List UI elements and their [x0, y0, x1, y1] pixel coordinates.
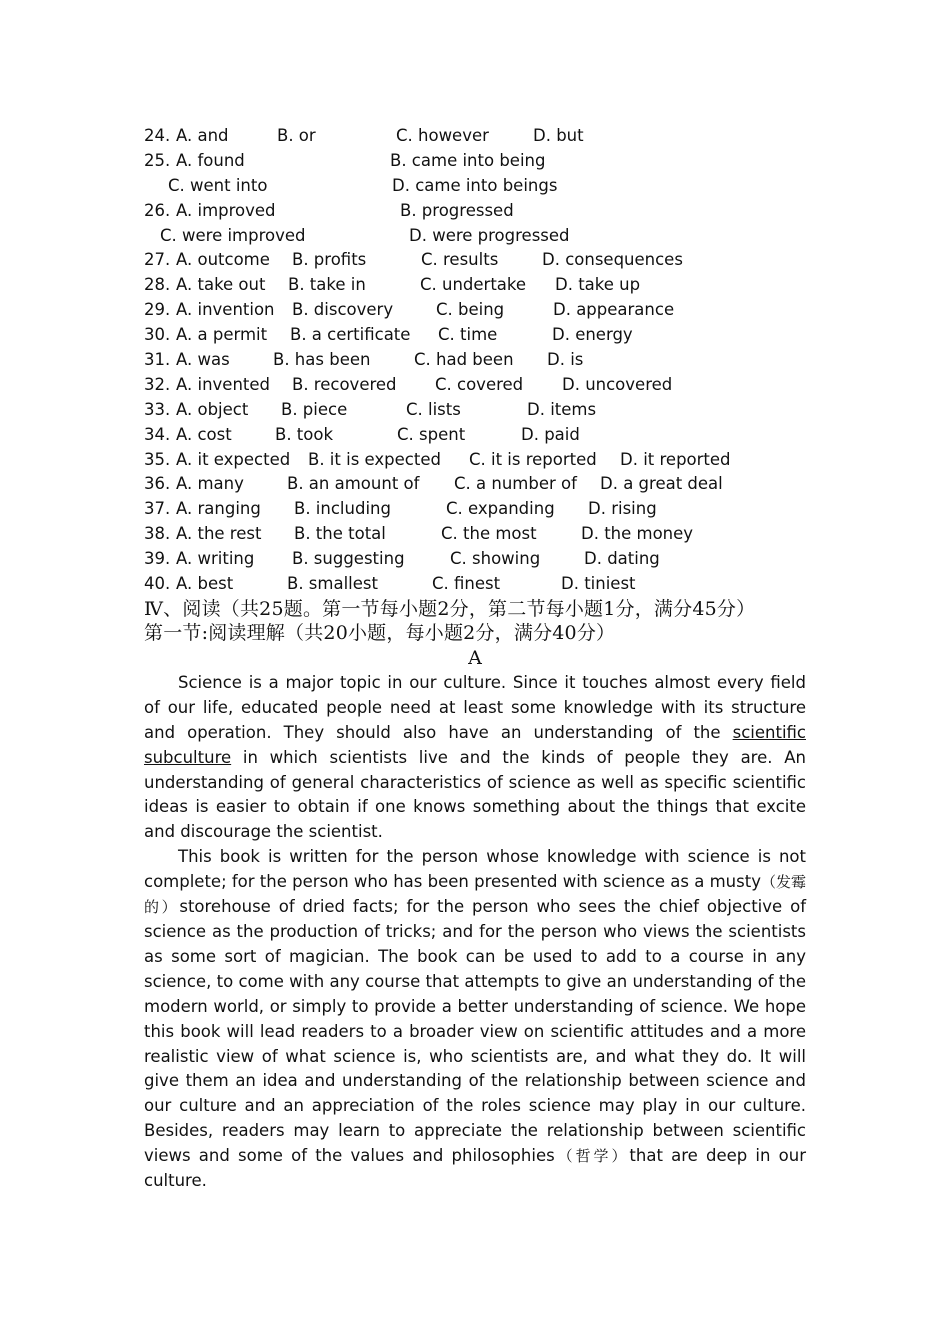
option-d: D. came into beings [392, 175, 558, 195]
option-b: B. the total [294, 524, 386, 544]
option-b: B. took [275, 424, 334, 444]
question-31 [144, 348, 806, 373]
option-d: D. take up [555, 275, 641, 295]
option-b: B. came into being [390, 150, 546, 170]
option-d: D. paid [521, 424, 580, 444]
paragraph-text: Science is a major topic in our culture. Since it touches almost every field of our life, educated people need at least some knowledge with its structure and operation. They should also have an understanding of the [144, 672, 806, 742]
paragraph-text: in which scientists live and the kinds of people they are. An understanding of general characteristics of science as well as specific scientific ideas is easier to obtain if one knows something about the things that excite and discourage the scientist. [144, 747, 806, 842]
option-d: D. the money [581, 524, 694, 544]
option-a: A. invented [176, 374, 270, 394]
option-a: A. ranging [176, 499, 261, 519]
option-a: A. a permit [176, 325, 268, 345]
option-a: A. improved [176, 200, 276, 220]
document-page [144, 124, 806, 1194]
option-c: C. the most [441, 524, 537, 544]
option-a: A. found [176, 150, 245, 170]
question-number: 27. [144, 250, 171, 270]
option-d: D. rising [588, 499, 657, 519]
option-a: A. outcome [176, 250, 270, 270]
passage-paragraph-2 [144, 845, 806, 1194]
option-a: A. invention [176, 300, 275, 320]
option-a: A. cost [176, 424, 232, 444]
option-a: A. many [176, 474, 244, 494]
question-number: 32. [144, 374, 171, 394]
option-c: C. however [396, 126, 489, 145]
option-d: D. but [533, 126, 584, 145]
question-24 [144, 124, 806, 149]
question-40 [144, 572, 806, 597]
question-29 [144, 298, 806, 323]
option-c: C. it is reported [469, 449, 597, 469]
option-a: A. and [176, 126, 229, 145]
question-39 [144, 547, 806, 572]
option-d: D. consequences [542, 250, 683, 270]
passage-title: A [468, 646, 482, 669]
question-number: 34. [144, 424, 171, 444]
option-d: D. it reported [620, 449, 731, 469]
option-c: C. lists [406, 399, 461, 419]
question-26-cont [144, 224, 806, 249]
paragraph-text: that are deep in our culture. [144, 1146, 806, 1191]
chinese-gloss: （发霉的） [144, 873, 806, 917]
question-number: 39. [144, 549, 171, 569]
option-d: D. dating [584, 549, 660, 569]
option-c: C. went into [168, 175, 268, 195]
question-38 [144, 522, 806, 547]
question-number: 33. [144, 399, 171, 419]
paragraph-text: storehouse of dried facts; for the person who sees the chief objective of science as the production of tricks; and for the person who views the scientists as some sort of magician. The book can be used to add to a course in any science, to come with any course that attempts to give an understanding of the modern world, or simply to provide a better understanding of science. We hope this book will lead readers to a broader view on scientific attitudes and a more realistic view of what science is, who scientists are, and what they do. It will give them an idea and understanding of the relationship between science and our culture and an appreciation of the roles science may play in our culture. Besides, readers may learn to appreciate the relationship between scientific views and some of the values and philosophies [144, 897, 806, 1166]
option-d: D. items [527, 399, 597, 419]
option-c: C. being [436, 300, 505, 320]
option-b: B. profits [292, 250, 367, 270]
option-b: B. it is expected [308, 449, 441, 469]
option-b: B. take in [288, 275, 366, 295]
passage-paragraph-1 [144, 671, 806, 845]
option-b: B. a certificate [290, 325, 411, 345]
option-b: B. including [294, 499, 391, 519]
question-32 [144, 373, 806, 398]
option-a: A. the rest [176, 524, 262, 544]
question-number: 26. [144, 200, 171, 220]
question-28 [144, 273, 806, 298]
option-a: A. take out [176, 275, 266, 295]
option-d: D. energy [552, 325, 633, 345]
option-b: B. discovery [292, 300, 394, 320]
chinese-gloss: （哲学） [554, 1147, 630, 1166]
option-d: D. is [547, 350, 584, 370]
option-d: D. were progressed [409, 225, 570, 245]
option-c: C. had been [414, 350, 514, 370]
option-c: C. time [438, 325, 498, 345]
question-35 [144, 448, 806, 473]
option-a: A. object [176, 399, 249, 419]
option-d: D. appearance [553, 300, 675, 320]
option-c: C. covered [435, 374, 524, 394]
option-b: B. suggesting [292, 549, 405, 569]
option-b: B. has been [273, 350, 371, 370]
question-number: 30. [144, 325, 171, 345]
question-30 [144, 323, 806, 348]
underlined-phrase: scientific subculture [144, 722, 806, 767]
option-b: B. piece [281, 399, 348, 419]
question-number: 24. [144, 126, 171, 145]
question-number: 28. [144, 275, 171, 295]
option-a: A. writing [176, 549, 255, 569]
option-b: B. smallest [287, 574, 378, 594]
paragraph-text: This book is written for the person whose knowledge with science is not complete; for the person who has been presented with science as a musty [144, 847, 806, 892]
option-b: B. progressed [400, 200, 514, 220]
option-b: B. an amount of [287, 474, 420, 494]
question-number: 29. [144, 300, 171, 320]
option-c: C. undertake [420, 275, 527, 295]
question-27 [144, 248, 806, 273]
option-d: D. a great deal [600, 474, 723, 494]
question-36 [144, 472, 806, 497]
question-number: 36. [144, 474, 171, 494]
option-c: C. results [421, 250, 499, 270]
question-26 [144, 199, 806, 224]
question-number: 40. [144, 574, 171, 594]
section-heading: Ⅳ、阅读（共25题。第一节每小题2分，第二节每小题1分，满分45分） [144, 597, 756, 620]
option-c: C. finest [432, 574, 501, 594]
question-number: 38. [144, 524, 171, 544]
question-number: 35. [144, 449, 171, 469]
question-25-cont [144, 174, 806, 199]
question-25 [144, 149, 806, 174]
question-34 [144, 423, 806, 448]
option-c: C. showing [450, 549, 541, 569]
option-d: D. uncovered [562, 374, 673, 394]
section-subheading: 第一节:阅读理解（共20小题，每小题2分，满分40分） [144, 622, 616, 645]
option-a: A. was [176, 350, 230, 370]
question-37 [144, 497, 806, 522]
question-number: 25. [144, 150, 171, 170]
option-b: B. or [277, 126, 316, 145]
option-c: C. expanding [446, 499, 555, 519]
option-a: A. it expected [176, 449, 291, 469]
option-b: B. recovered [292, 374, 397, 394]
option-c: C. spent [397, 424, 466, 444]
question-number: 37. [144, 499, 171, 519]
question-33 [144, 398, 806, 423]
option-d: D. tiniest [561, 574, 636, 594]
question-number: 31. [144, 350, 171, 370]
option-a: A. best [176, 574, 234, 594]
option-c: C. a number of [454, 474, 577, 494]
option-c: C. were improved [160, 225, 306, 245]
